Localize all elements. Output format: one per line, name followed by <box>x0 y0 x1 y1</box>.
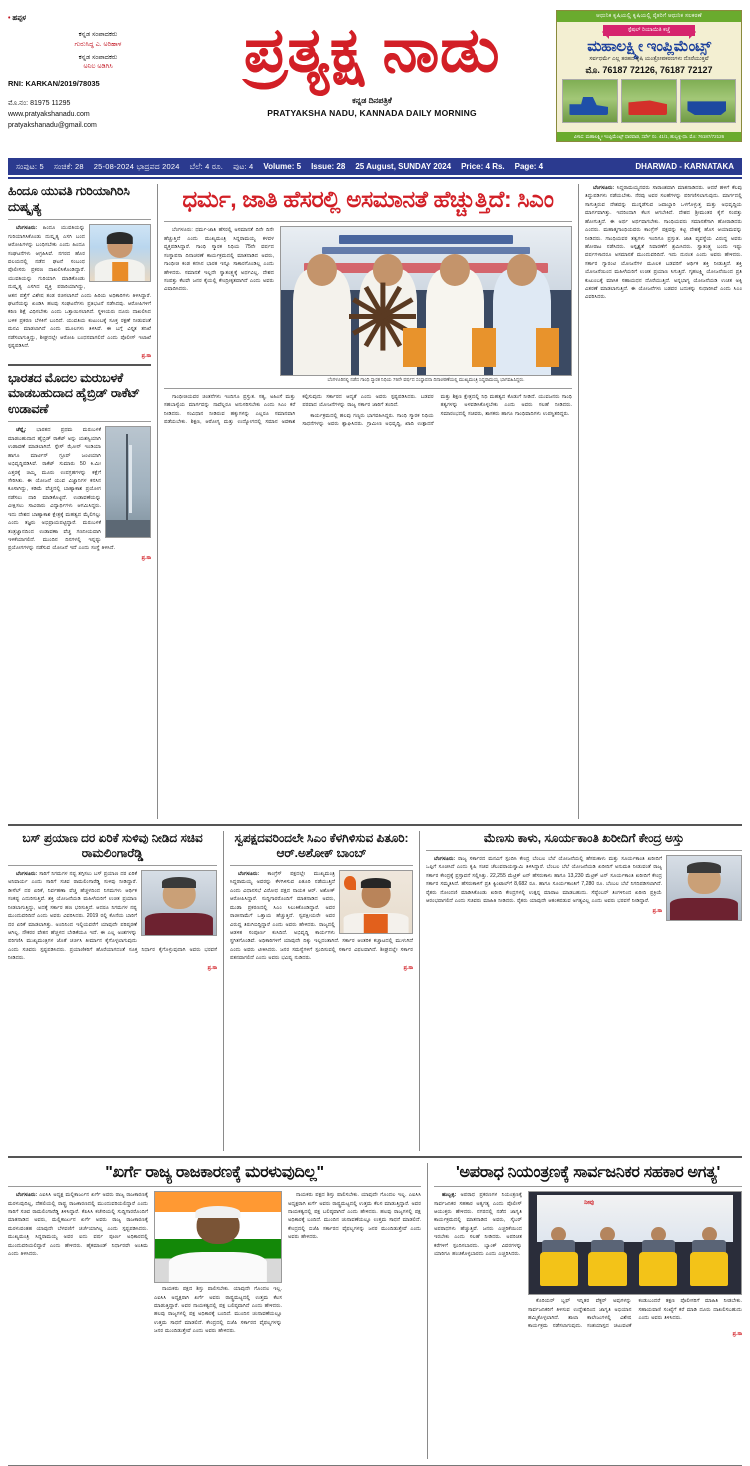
left-column <box>8 184 158 819</box>
main-story-body <box>164 393 572 429</box>
bottom-story-1-text-2: ನಾಯಕರು ಪಕ್ಷದ ಶಿಸ್ತು ಪಾಲಿಸಬೇಕು. ಯಾವುದೇ ಗೊಂದಲ ಇಲ್ಲ. ಎಐಸಿಸಿ ಅಧ್ಯಕ್ಷರಾಗಿ ಖರ್ಗೆ ಅವರು ರಾಷ್ಟ್ರಮಟ್ಟದಲ್ಲಿ ಉತ್ತಮ ಕೆಲಸ ಮಾಡುತ್ತಿದ್ದಾರೆ. ಅವರ ನಾಯಕತ್ವದಲ್ಲಿ ಪಕ್ಷ ಬಲಿಷ್ಠವಾಗಿದೆ ಎಂದು ಹೇಳಿದರು. ಹಲವು ರಾಜ್ಯಗಳಲ್ಲಿ ಪಕ್ಷ ಅಧಿಕಾರಕ್ಕೆ ಬಂದಿದೆ. ಮುಂದಿನ ಚುನಾವಣೆಯಲ್ಲೂ ಉತ್ತಮ ಸಾಧನೆ ಮಾಡಲಿದೆ. ಕೇಂದ್ರದಲ್ಲಿ ಬಿಜೆಪಿ ಸರ್ಕಾರದ ವೈಫಲ್ಯಗಳನ್ನು ಜನರ ಮುಂದಿಡುತ್ತೇವೆ ಎಂದು ಅವರು ಹೇಳಿದರು. <box>154 1286 282 1335</box>
mid-story-2-endmark: ಪ್ರ.ನಾ <box>403 964 413 971</box>
bottom-story-1-col-3 <box>288 1191 421 1338</box>
bottom-story-2[interactable] <box>428 1163 742 1459</box>
main-headline: ಧರ್ಮ, ಜಾತಿ ಹೆಸರಲ್ಲಿ ಅಸಮಾನತೆ ಹೆಚ್ಚುತ್ತಿದೆ: ಸಿಎಂ <box>182 186 554 212</box>
contact-website[interactable]: www.pratyakshanadu.com <box>8 110 90 118</box>
mid-story-1-text: ಸಾರಿಗೆ ನಿಗಮಗಳ ನಷ್ಟ ತಗ್ಗಿಸಲು ಬಸ್ ಪ್ರಯಾಣ ದರ ಏರಿಕೆ ಅನಿವಾರ್ಯ ಎಂದು ಸಾರಿಗೆ ಸಚಿವ ರಾಮಲಿಂಗಾರೆಡ್ಡಿ ಸುಳಿವು ನೀಡಿದ್ದಾರೆ. ಡೀಸೆಲ್ ದರ ಏರಿಕೆ, ನಿರ್ವಹಣಾ ವೆಚ್ಚ ಹೆಚ್ಚಳದಿಂದ ನಿಗಮಗಳು ಆರ್ಥಿಕ ಸಂಕಷ್ಟ ಎದುರಿಸುತ್ತಿವೆ. ಶಕ್ತಿ ಯೋಜನೆಯಡಿ ಮಹಿಳೆಯರಿಗೆ ಉಚಿತ ಪ್ರಯಾಣ ನೀಡಲಾಗುತ್ತಿದ್ದು, ಅದಕ್ಕೆ ಸರ್ಕಾರ ಹಣ ಭರಿಸುತ್ತಿದೆ. ಆದರೂ ನಿಗಮಗಳ ನಷ್ಟ ಮುಂದುವರಿದಿದೆ ಎಂದು ಅವರು ವಿವರಿಸಿದರು. 2019 ರಲ್ಲಿ ಕೊನೆಯ ಬಾರಿಗೆ ದರ ಏರಿಕೆ ಮಾಡಲಾಗಿತ್ತು. ಅಂದಿನಿಂದ ಇಲ್ಲಿಯವರೆಗೆ ಯಾವುದೇ ಪರಿಷ್ಕರಣೆ ಆಗಿಲ್ಲ. ನೌಕರರ ವೇತನ ಹೆಚ್ಚಳದ ಬೇಡಿಕೆಯೂ ಇದೆ. ಈ ಎಲ್ಲ ಅಂಶಗಳನ್ನು ಪರಿಗಣಿಸಿ ಮುಖ್ಯಮಂತ್ರಿಗಳ ಜೊತೆ ಚರ್ಚಿಸಿ ತೀರ್ಮಾನ ಕೈಗೊಳ್ಳಲಾಗುವುದು ಎಂದು ಸಚಿವರು ಸ್ಪಷ್ಟಪಡಿಸಿದರು. ಪ್ರಯಾಣಿಕರಿಗೆ ಹೊರೆಯಾಗದಂತೆ ಸೂಕ್ತ ನಿರ್ಧಾರ ಕೈಗೊಳ್ಳುವುದಾಗಿ ಅವರು ಭರವಸೆ ನೀಡಿದರು. <box>8 871 217 962</box>
main-story-text-1: ಬೆಂಗಳೂರು: ಧರ್ಮ-ಜಾತಿ ಹೆಸರಲ್ಲಿ ಅಸಮಾನತೆ ದಿನೇ ದಿನೇ ಹೆಚ್ಚುತ್ತಿದೆ ಎಂದು ಮುಖ್ಯಮಂತ್ರಿ ಸಿದ್ದರಾಮಯ್ಯ ಕಳವಳ ವ್ಯಕ್ತಪಡಿಸಿದ್ದಾರೆ. ಗಾಂಧಿ ಸ್ಮಾರಕ ನಿಧಿಯ 75ನೇ ವರ್ಷದ ಸಂಸ್ಥಾಪನಾ ದಿನಾಚರಣೆ ಕಾರ್ಯಕ್ರಮದಲ್ಲಿ ಮಾತನಾಡಿದ ಅವರು, ಗಾಂಧೀಜಿ ಕಂಡ ಕನಸಿನ ಭಾರತ ಇನ್ನೂ ಸಾಕಾರಗೊಂಡಿಲ್ಲ ಎಂದು ಹೇಳಿದರು. ಸಮಾನತೆ ಇಲ್ಲದೇ ಸ್ವಾತಂತ್ರ್ಯಕ್ಕೆ ಅರ್ಥವಿಲ್ಲ. ದೇಶದ ಸಂಪತ್ತು ಕೆಲವೇ ಜನರ ಕೈಯಲ್ಲಿ ಕೇಂದ್ರೀಕೃತವಾಗಿದೆ ಎಂದು ಅವರು ವಿಷಾದಿಸಿದರು. <box>164 227 274 293</box>
bottom-story-2-col-1 <box>434 1191 522 1337</box>
contact-email[interactable]: pratyakshanadu@gmail.com <box>8 122 97 130</box>
main-story-caption: ಬೆಂಗಳೂರಿನಲ್ಲಿ ನಡೆದ ಗಾಂಧಿ ಸ್ಮಾರಕ ನಿಧಿಯ 75ನೇ ವರ್ಷದ ಸಂಸ್ಥಾಪನಾ ದಿನಾಚರಣೆಯಲ್ಲಿ ಮುಖ್ಯಮಂತ್ರಿ ಸಿದ್ದರಾಮಯ್ಯ ಭಾಗವಹಿಸಿದ್ದರು. <box>327 377 525 383</box>
bottom-stories-row <box>8 1163 742 1459</box>
left-article-2-photo <box>105 426 151 538</box>
editor-name-1: ಗುರುಸಿದ್ಧ ಎ. ಅರಿಹಾಳ <box>74 40 122 48</box>
masthead-advertisement[interactable] <box>556 10 742 142</box>
ad-top-line: ಆಧುನಿಕ ಕೃಷಿಯಲ್ಲಿ ಕೃಷಿಯಲ್ಲಿ ರೈತರಿಗೆ ಆಧುನಿಕ ಸಲಕರಣೆ <box>557 11 741 22</box>
mid-section-rule <box>8 824 742 826</box>
left-article-1-photo <box>89 224 151 282</box>
bottom-story-1-dateline: ಬೆಂಗಳೂರು: <box>16 1192 38 1199</box>
right-column <box>578 184 742 819</box>
bottom-story-2-headline: 'ಅಪರಾಧ ನಿಯಂತ್ರಣಕ್ಕೆ ಸಾರ್ವಜನಿಕರ ಸಹಕಾರ ಅಗತ್ಯ' <box>455 1164 720 1181</box>
mid-story-3-text: ರಾಜ್ಯ ಸರ್ಕಾರದ ಮನವಿಗೆ ಸ್ಪಂದಿಸಿ ಕೇಂದ್ರ ಬೆಂಬಲ ಬೆಲೆ ಯೋಜನೆಯಲ್ಲಿ ಹೆಸರುಕಾಳು ಮತ್ತು ಸೂರ್ಯಕಾಂತಿ ಖರೀದಿಗೆ ಒಪ್ಪಿಗೆ ಸೂಚಿಸಿದೆ ಎಂದು ಕೃಷಿ ಸಚಿವ ಚೆಲುವರಾಯಸ್ವಾಮಿ ತಿಳಿಸಿದ್ದಾರೆ. ಬೆಂಬಲ ಬೆಲೆ ಯೋಜನೆಯಡಿ ಖರೀದಿಗೆ ಅನುಮತಿ ನೀಡುವಂತೆ ರಾಜ್ಯ ಸರ್ಕಾರ ಕೇಂದ್ರಕ್ಕೆ ಪ್ರಸ್ತಾವನೆ ಸಲ್ಲಿಸಿತ್ತು. 22,255 ಮೆಟ್ರಿಕ್ ಟನ್ ಹೆಸರುಕಾಳು ಹಾಗೂ 13,230 ಮೆಟ್ರಿಕ್ ಟನ್ ಸೂರ್ಯಕಾಂತಿ ಖರೀದಿಗೆ ಕೇಂದ್ರ ಸರ್ಕಾರ ಸಮ್ಮತಿಸಿದೆ. ಹೆಸರುಕಾಳಿಗೆ ಪ್ರತಿ ಕ್ವಿಂಟಾಲ್‌ಗೆ 8,682 ರೂ. ಹಾಗೂ ಸೂರ್ಯಕಾಂತಿಗೆ 7,280 ರೂ. ಬೆಂಬಲ ಬೆಲೆ ನಿಗದಿಪಡಿಸಲಾಗಿದೆ. ರೈತರು ನೋಂದಣಿ ಮಾಡಿಸಿಕೊಂಡು ಖರೀದಿ ಕೇಂದ್ರಗಳಲ್ಲಿ ಉತ್ಪನ್ನ ಮಾರಾಟ ಮಾಡಬಹುದು. ಸೆಪ್ಟೆಂಬರ್ ತಿಂಗಳಿನಿಂದ ಖರೀದಿ ಪ್ರಕ್ರಿಯೆ ಆರಂಭವಾಗಲಿದೆ ಎಂದು ಸಚಿವರು ಮಾಹಿತಿ ನೀಡಿದರು. ರೈತರು ಯಾವುದೇ ಆತಂಕಪಡುವ ಅಗತ್ಯವಿಲ್ಲ ಎಂದು ಅವರು ಭರವಸೆ ನೀಡಿದ್ದಾರೆ. <box>426 856 662 905</box>
rni-number: RNI: KARKAN/2019/78035 <box>8 78 100 88</box>
mid-story-3-endmark: ಪ್ರ.ನಾ <box>652 907 662 914</box>
contact-phone: ಮೊ.ನಂ: 81975 11295 <box>8 99 71 107</box>
ad-rotavator-image <box>621 79 677 123</box>
mid-story-2-dateline: ಬೆಂಗಳೂರು: <box>238 871 260 877</box>
bottom-story-1[interactable] <box>8 1163 428 1459</box>
left-article-1-endmark: ಪ್ರ.ನಾ <box>141 352 151 359</box>
bottom-story-1-col-1 <box>8 1191 148 1338</box>
ad-bottom-line: ವಿಳಾಸ: ಮಹಾಲಕ್ಷ್ಮೀ ಇಂಪ್ಲಿಮೆಂಟ್ಸ್ ಧಾರವಾಡ, ಸರ್ವೇ ನಂ. 41/1, ಹುಬ್ಬಳ್ಳಿ-ಧಾ. ಮೊ: 76187/72126 <box>557 132 741 141</box>
bottom-story-2-col-2 <box>528 1191 742 1337</box>
mid-stories-row <box>8 831 742 1151</box>
mid-story-1-dateline: ಬೆಂಗಳೂರು: <box>16 871 38 877</box>
issue-info-bar <box>8 158 742 175</box>
info-pages: Page: 4 <box>514 162 544 171</box>
bottom-section-rule <box>8 1156 742 1158</box>
info-price: Price: 4 Rs. <box>461 162 505 171</box>
left-article-2-endmark: ಪ್ರ.ನಾ <box>141 554 151 561</box>
main-story-text-3: ಕಾರ್ಯಕ್ರಮದಲ್ಲಿ ಹಲವು ಗಣ್ಯರು ಭಾಗವಹಿಸಿದ್ದರು. ಗಾಂಧಿ ಸ್ಮಾರಕ ನಿಧಿಯ ಸಾಧನೆಗಳನ್ನು ಅವರು ಶ್ಲಾಘಿಸಿದರು. ಗ್ರಾಮೀಣ ಅಭಿವೃದ್ಧಿ, ಖಾದಿ ಉತ್ಪಾದನೆ ಮತ್ತು ಶಿಕ್ಷಣ ಕ್ಷೇತ್ರದಲ್ಲಿ ನಿಧಿ ಮಹತ್ವದ ಕೊಡುಗೆ ನೀಡಿದೆ. ಯುವಜನರು ಗಾಂಧಿ ತತ್ವಗಳನ್ನು ಅಳವಡಿಸಿಕೊಳ್ಳಬೇಕು ಎಂದು ಅವರು ಸಲಹೆ ನೀಡಿದರು. ಸಮಾರಂಭದಲ್ಲಿ ಸಚಿವರು, ಶಾಸಕರು ಹಾಗೂ ಗಾಂಧಿವಾದಿಗಳು ಉಪಸ್ಥಿತರಿದ್ದರು. <box>302 393 572 428</box>
newspaper-title: ಪ್ರತ್ಯಕ್ಷ ನಾಡು <box>243 16 501 85</box>
masthead-title-block <box>188 6 556 118</box>
editor-credit-2 <box>8 53 188 72</box>
bottom-story-1-text-1: ಎಐಸಿಸಿ ಅಧ್ಯಕ್ಷ ಮಲ್ಲಿಕಾರ್ಜುನ ಖರ್ಗೆ ಅವರು ರಾಜ್ಯ ರಾಜಕಾರಣಕ್ಕೆ ಮರಳುವುದಿಲ್ಲ, ದೆಹಲಿಯಲ್ಲಿ ರಾಷ್ಟ್ರ ರಾಜಕಾರಣದಲ್ಲಿ ಮುಂದುವರಿಯಲಿದ್ದಾರೆ ಎಂದು ಸಾರಿಗೆ ಸಚಿವ ರಾಮಲಿಂಗಾರೆಡ್ಡಿ ತಿಳಿಸಿದ್ದಾರೆ. ಕೆಪಿಸಿಸಿ ಕಚೇರಿಯಲ್ಲಿ ಸುದ್ದಿಗಾರರೊಂದಿಗೆ ಮಾತನಾಡಿದ ಅವರು, ಮಲ್ಲಿಕಾರ್ಜುನ ಖರ್ಗೆ ಅವರು ರಾಜ್ಯ ರಾಜಕಾರಣಕ್ಕೆ ಮರಳುವಂತಹ ಯಾವುದೇ ಬೆಳವಣಿಗೆ ಚರ್ಚೆಯಾಗಿಲ್ಲ ಎಂದು ಸ್ಪಷ್ಟಪಡಿಸಿದರು. ಮುಖ್ಯಮಂತ್ರಿ ಸಿದ್ದರಾಮಯ್ಯ ಅವರ ಐದು ವರ್ಷ ಪೂರ್ಣ ಅಧಿಕಾರದಲ್ಲಿ ಮುಂದುವರಿಯಲಿದ್ದಾರೆ ಎಂದು ಹೇಳಿದರು. ಹೈಕಮಾಂಡ್ ನಿರ್ಧಾರವೇ ಅಂತಿಮ ಎಂದು ತಿಳಿಸಿದರು. <box>8 1192 149 1258</box>
bottom-story-1-photo <box>154 1191 282 1283</box>
bottom-story-2-dateline: ಹುಬ್ಬಳ್ಳಿ: <box>442 1192 457 1199</box>
info-issue: Issue: 28 <box>311 162 346 171</box>
masthead-left-info <box>8 6 188 131</box>
info-place: DHARWAD - KARNATAKA <box>635 162 734 171</box>
right-column-dateline: ಬೆಂಗಳೂರು: <box>593 185 615 191</box>
left-article-2-dateline: ಚೆನ್ನೈ: <box>16 427 27 434</box>
mid-story-2[interactable] <box>224 831 420 1151</box>
bottom-story-2-text-1: ಅಪರಾಧ ಪ್ರಕರಣಗಳ ನಿಯಂತ್ರಣಕ್ಕೆ ಸಾರ್ವಜನಿಕರ ಸಹಕಾರ ಅತ್ಯಗತ್ಯ ಎಂದು ಪೊಲೀಸ್ ಆಯುಕ್ತರು ಹೇಳಿದರು. ನಗರದಲ್ಲಿ ನಡೆದ ಜಾಗೃತಿ ಕಾರ್ಯಕ್ರಮದಲ್ಲಿ ಮಾತನಾಡಿದ ಅವರು, ಸೈಬರ್ ಅಪರಾಧಗಳು ಹೆಚ್ಚುತ್ತಿವೆ. ಜನರು ಎಚ್ಚರಿಕೆಯಿಂದ ಇರಬೇಕು ಎಂದು ಸಲಹೆ ನೀಡಿದರು. ಅಪರಿಚಿತ ಕರೆಗಳಿಗೆ ಸ್ಪಂದಿಸಬಾರದು. ಬ್ಯಾಂಕ್ ವಿವರಗಳನ್ನು ಯಾರಿಗೂ ಹಂಚಿಕೊಳ್ಳಬಾರದು ಎಂದು ಎಚ್ಚರಿಸಿದರು. <box>434 1192 522 1258</box>
masthead-contact <box>8 98 188 132</box>
info-kn-pages: ಪುಟ: 4 <box>233 161 254 171</box>
bottom-story-1-headline: "ಖರ್ಗೆ ರಾಜ್ಯ ರಾಜಕಾರಣಕ್ಕೆ ಮರಳುವುದಿಲ್ಲ" <box>105 1164 324 1181</box>
info-date: 25 August, SUNDAY 2024 <box>355 162 452 171</box>
main-story-photo <box>280 226 572 376</box>
right-column-body <box>585 184 742 302</box>
editor-name-2: ಅನಿಲ ಅಡಿಗಿಸಿ <box>83 63 113 71</box>
main-story-top <box>164 226 572 383</box>
masthead <box>8 6 742 156</box>
ad-phone: ಮೊ. 76187 72126, 76187 72127 <box>585 65 713 75</box>
main-content-grid <box>8 184 742 819</box>
mid-story-3-photo <box>666 855 742 921</box>
lotus-icon <box>344 876 356 890</box>
info-kn-date: 25-08-2024 ಭಾದ್ರಪದ 2024 <box>93 161 180 171</box>
bottom-story-2-layout <box>434 1191 742 1337</box>
left-article-1-headline: ಹಿಂದೂ ಯುವತಿ ಗುರಿಯಾಗಿರಿಸಿ ದುಷ್ಕೃತ್ಯ <box>8 184 130 214</box>
ad-plough-image <box>562 79 618 123</box>
banner-text: ನೀವು <box>584 1200 595 1207</box>
left-article-2-headline: ಭಾರತದ ಮೊದಲ ಮರುಬಳಕೆ ಮಾಡಬಹುದಾದ ಹೈಬ್ರಿಡ್ ರಾಕೆಟ್ ಉಡಾವಣೆ <box>8 370 140 416</box>
header-rule <box>8 177 742 179</box>
masthead-bullet-label: ಹಪ್ಪಳ <box>12 15 27 22</box>
ad-company-name: ಮಹಾಲಕ್ಷ್ಮೀ ಇಂಪ್ಲಿಮೆಂಟ್ಸ್ <box>587 38 711 55</box>
bottom-story-2-text-2: ಕೊರಿಯರ್ ಬ್ಲಫ್ ಇನ್ನಿತರ ವೆಕ್ಟರ್ ಅವುಗಳನ್ನು ಸಾರ್ವಜನಿಕರಿಗೆ ತಿಳಿಸುವ ಉದ್ದೇಶದಿಂದ ಜಾಗೃತಿ ಅಭಿಯಾನ ಹಮ್ಮಿಕೊಳ್ಳಲಾಗಿದೆ. ಶಾಲಾ ಕಾಲೇಜುಗಳಲ್ಲಿ ವಿಶೇಷ ಕಾರ್ಯಕ್ರಮ ನಡೆಸಲಾಗುವುದು. ಸಂಶಯಾಸ್ಪದ ಚಟುವಟಿಕೆ ಕಂಡುಬಂದರೆ ತಕ್ಷಣ ಪೊಲೀಸರಿಗೆ ಮಾಹಿತಿ ನೀಡಬೇಕು. ಸಹಾಯವಾಣಿ ಸಂಖ್ಯೆಗೆ ಕರೆ ಮಾಡಿ ದೂರು ದಾಖಲಿಸಬಹುದು ಎಂದು ಅವರು ತಿಳಿಸಿದರು. <box>528 1298 742 1330</box>
bottom-story-2-endmark: ಪ್ರ.ನಾ <box>732 1330 742 1337</box>
bottom-story-1-layout <box>8 1191 421 1338</box>
info-kn-price: ಬೆಲೆ: 4 ರೂ. <box>189 161 224 171</box>
editor-role-1: ಕನ್ನಡ ಸಂಪಾದಕರು <box>78 31 118 39</box>
mid-story-2-photo <box>339 870 413 934</box>
ad-tagline: ಸರ್ವಧರ್ಮೆ ಎಲ್ಲ ತರಹದ ಕೃಷಿ ಯಂತ್ರೋಪಕರಣಗಳು ದೊರೆಯುತ್ತವೆ <box>589 56 709 62</box>
left-article-1-text: ಹಿಂದೂ ಯುವತಿಯನ್ನು ಗುರಿಯಾಗಿಸಿಕೊಂಡು ದುಷ್ಕೃತ್ಯ ಎಸಗಿ ಬಂದ ಆರೋಪಿಗಳನ್ನು ಬಂಧಿಸಬೇಕು ಎಂದು ಹಿಂದೂ ಸಂಘಟನೆಗಳು ಆಗ್ರಹಿಸಿವೆ. ನಗರದ ಹೊರ ವಲಯದಲ್ಲಿ ನಡೆದ ಘಟನೆ ಸಂಬಂಧ ಪೊಲೀಸರು ಪ್ರಕರಣ ದಾಖಲಿಸಿಕೊಂಡಿದ್ದಾರೆ. ಯುವತಿಯನ್ನು ಗುರಿಯಾಗಿ ಮಾಡಿಕೊಂಡು ದುಷ್ಕೃತ್ಯ ಎಸಗಿದ ವ್ಯಕ್ತಿ ಪರಾರಿಯಾಗಿದ್ದು, ಆತನ ಪತ್ತೆಗೆ ವಿಶೇಷ ತಂಡ ರಚಿಸಲಾಗಿದೆ ಎಂದು ಹಿರಿಯ ಅಧಿಕಾರಿಗಳು ತಿಳಿಸಿದ್ದಾರೆ. ಘಟನೆಯನ್ನು ಖಂಡಿಸಿ ಹಲವು ಸಂಘಟನೆಗಳು ಪ್ರತಿಭಟನೆ ನಡೆಸಿದವು. ಆರೋಪಿಗಳಿಗೆ ಕಠಿಣ ಶಿಕ್ಷೆ ವಿಧಿಸಬೇಕು ಎಂದು ಒತ್ತಾಯಿಸಲಾಗಿದೆ. ಸ್ಥಳೀಯರು ದೂರು ದಾಖಲಿಸಿದ ಬಳಿಕ ಪ್ರಕರಣ ಬೆಳಕಿಗೆ ಬಂದಿದೆ. ಯುವತಿಯ ಕುಟುಂಬಕ್ಕೆ ಸೂಕ್ತ ರಕ್ಷಣೆ ನೀಡುವಂತೆ ಮನವಿ ಮಾಡಲಾಗಿದೆ ಎಂದು ಮೂಲಗಳು ತಿಳಿಸಿವೆ. ಈ ಬಗ್ಗೆ ವಿಸ್ತೃತ ತನಿಖೆ ನಡೆಸಲಾಗುತ್ತಿದ್ದು, ಶೀಘ್ರದಲ್ಲೇ ಆರೋಪಿ ಬಂಧನವಾಗಲಿದೆ ಎಂದು ಪೊಲೀಸ್ ಇಲಾಖೆ ಸ್ಪಷ್ಟಪಡಿಸಿದೆ. <box>8 225 151 350</box>
left-article-1[interactable] <box>8 184 151 359</box>
info-kn-issue: ಸಂಚಿಕೆ: 28 <box>53 161 84 171</box>
right-column-text: ಸಿದ್ದರಾಮಯ್ಯನವರು ಸಾರಾಂಶವಾಗಿ ಮಾತನಾಡಿದರು. ಆದರೆ ಹಳಿಗೆ ಕೆಲವು ತಿದ್ದುಪಡಿಗಳು ನಡೆಯಬೇಕು. ನೆರವು ಅವರ ಸಲಹೆಗಳನ್ನು ಪರಿಗಣಿಸಲಾಗುವುದು. ಮಾರ್ಗದಲ್ಲಿ ಸಾಗುತ್ತಿರುವ ದೇಶವನ್ನು ಮುನ್ನಡೆಸುವ ಜವಾಬ್ದಾರಿ ಒಳಗೊಳ್ಳುತ್ತ ಮತ್ತು ಅಭಿವೃದ್ಧಿಯ ಮಾರ್ಗವಾಗಿತ್ತು. ಇದರಿಂದಾಗಿ ಕೆಲಸ ಆಗಬೇಕಿದೆ. ದೇಶದ ಶ್ರೀಮಂತರ ಕೈಗೆ ಸಂಪತ್ತು ಹೋಗುತ್ತಿದೆ. ಈ ಅರ್ಥ ಅರ್ಥವಾಗಬೇಕು. ಗಾಂಧಿಯವರು ಸಮಾನತೆಗಾಗಿ ಹೋರಾಡಿದರು ಎಂದರು. ಮಹಾತ್ಮಗಾಂಧಿಯವರು ಕಾಂಗ್ರೆಸ್ ಪಕ್ಷವನ್ನು ಕಟ್ಟಿ ದೇಶಕ್ಕೆ ಹೊಸ ಆಯಾಮವನ್ನು ನೀಡಿದರು. ಗಾಂಧಿಯವರ ತತ್ವಗಳು ಇಂದಿಗೂ ಪ್ರಸ್ತುತ. ಜಾತಿ ವ್ಯವಸ್ಥೆಯ ವಿರುದ್ಧ ಅವರು ಹೋರಾಟ ನಡೆಸಿದರು. ಅಸ್ಪೃಶ್ಯತೆ ನಿವಾರಣೆಗೆ ಶ್ರಮಿಸಿದರು. ಸ್ವಾತಂತ್ರ್ಯ ಬಂದು ಇಷ್ಟು ವರ್ಷಗಳಾದರೂ ಅಸಮಾನತೆ ಮುಂದುವರಿದಿದೆ. ಇದು ದುರಂತ ಎಂದು ಅವರು ಹೇಳಿದರು. ಸರ್ಕಾರ ಗ್ಯಾರಂಟಿ ಯೋಜನೆಗಳ ಮೂಲಕ ಬಡವರಿಗೆ ಆರ್ಥಿಕ ಶಕ್ತಿ ನೀಡುತ್ತಿದೆ. ಶಕ್ತಿ ಯೋಜನೆಯಿಂದ ಮಹಿಳೆಯರಿಗೆ ಉಚಿತ ಪ್ರಯಾಣ ಸಿಗುತ್ತಿದೆ. ಗೃಹಲಕ್ಷ್ಮಿ ಯೋಜನೆಯಿಂದ ಪ್ರತಿ ಕುಟುಂಬಕ್ಕೆ ಮಾಸಿಕ ಸಹಾಯಧನ ದೊರೆಯುತ್ತಿದೆ. ಅನ್ನಭಾಗ್ಯ ಯೋಜನೆಯಡಿ ಉಚಿತ ಅಕ್ಕಿ ವಿತರಣೆ ಮಾಡಲಾಗುತ್ತಿದೆ. ಈ ಯೋಜನೆಗಳು ಬಡವರ ಬದುಕನ್ನು ಸುಧಾರಿಸಿವೆ ಎಂದು ಸಿಎಂ ವಿವರಿಸಿದರು. <box>585 185 742 301</box>
mid-story-1-endmark: ಪ್ರ.ನಾ <box>207 964 217 971</box>
info-kn-volume: ಸಂಪುಟ: 5 <box>16 161 44 171</box>
bottom-story-1-col-2 <box>154 1191 282 1338</box>
editor-credit-1 <box>8 30 188 49</box>
mid-story-1-headline: ಬಸ್ ಪ್ರಯಾಣ ದರ ಏರಿಕೆ ಸುಳಿವು ನೀಡಿದ ಸಚಿವ ರಾಮಲಿಂಗಾರೆಡ್ಡಿ <box>22 831 203 860</box>
ad-product-images <box>557 79 741 123</box>
mid-story-3-dateline: ಬೆಂಗಳೂರು: <box>434 856 456 862</box>
main-photo-wrap <box>280 226 572 383</box>
bottom-story-1-text-3: ನಾಯಕರು ಪಕ್ಷದ ಶಿಸ್ತು ಪಾಲಿಸಬೇಕು. ಯಾವುದೇ ಗೊಂದಲ ಇಲ್ಲ. ಎಐಸಿಸಿ ಅಧ್ಯಕ್ಷರಾಗಿ ಖರ್ಗೆ ಅವರು ರಾಷ್ಟ್ರಮಟ್ಟದಲ್ಲಿ ಉತ್ತಮ ಕೆಲಸ ಮಾಡುತ್ತಿದ್ದಾರೆ. ಅವರ ನಾಯಕತ್ವದಲ್ಲಿ ಪಕ್ಷ ಬಲಿಷ್ಠವಾಗಿದೆ ಎಂದು ಹೇಳಿದರು. ಹಲವು ರಾಜ್ಯಗಳಲ್ಲಿ ಪಕ್ಷ ಅಧಿಕಾರಕ್ಕೆ ಬಂದಿದೆ. ಮುಂದಿನ ಚುನಾವಣೆಯಲ್ಲೂ ಉತ್ತಮ ಸಾಧನೆ ಮಾಡಲಿದೆ. ಕೇಂದ್ರದಲ್ಲಿ ಬಿಜೆಪಿ ಸರ್ಕಾರದ ವೈಫಲ್ಯಗಳನ್ನು ಜನರ ಮುಂದಿಡುತ್ತೇವೆ ಎಂದು ಅವರು ಹೇಳಿದರು. <box>288 1192 421 1241</box>
newspaper-subtitle-en: PRATYAKSHA NADU, KANNADA DAILY MORNING <box>267 108 477 118</box>
mid-story-2-text: ಕಾಂಗ್ರೆಸ್ ಪಕ್ಷದಲ್ಲೇ ಮುಖ್ಯಮಂತ್ರಿ ಸಿದ್ದರಾಮಯ್ಯ ಅವರನ್ನು ಕೆಳಗಿಳಿಸುವ ಪಿತೂರಿ ನಡೆಯುತ್ತಿದೆ ಎಂದು ವಿಧಾನಸಭೆ ವಿರೋಧ ಪಕ್ಷದ ನಾಯಕ ಆರ್. ಅಶೋಕ್ ಆರೋಪಿಸಿದ್ದಾರೆ. ಸುದ್ದಿಗಾರರೊಂದಿಗೆ ಮಾತನಾಡಿದ ಅವರು, ಮುಡಾ ಪ್ರಕರಣದಲ್ಲಿ ಸಿಎಂ ಸಿಲುಕಿಕೊಂಡಿದ್ದಾರೆ. ಅವರ ರಾಜೀನಾಮೆಗೆ ಒತ್ತಾಯ ಹೆಚ್ಚುತ್ತಿದೆ. ಸ್ವಪಕ್ಷೀಯರೇ ಅವರ ವಿರುದ್ಧ ತಿರುಗಿಬಿದ್ದಿದ್ದಾರೆ ಎಂದು ಅವರು ಹೇಳಿದರು. ರಾಜ್ಯದಲ್ಲಿ ಆಡಳಿತ ಸಂಪೂರ್ಣ ಕುಸಿದಿದೆ. ಅಭಿವೃದ್ಧಿ ಕಾರ್ಯಗಳು ಸ್ಥಗಿತಗೊಂಡಿವೆ. ಅಧಿಕಾರಿಗಳಿಗೆ ಯಾವುದೇ ದಿಕ್ಕು ಇಲ್ಲದಂತಾಗಿದೆ. ಸರ್ಕಾರ ಆಂತರಿಕ ಕಚ್ಚಾಟದಲ್ಲಿ ಮುಳುಗಿದೆ ಎಂದು ಅವರು ಟೀಕಿಸಿದರು. ಜನರ ಸಮಸ್ಯೆಗಳಿಗೆ ಸ್ಪಂದಿಸುವಲ್ಲಿ ಸರ್ಕಾರ ವಿಫಲವಾಗಿದೆ. ಶೀಘ್ರದಲ್ಲೇ ಸರ್ಕಾರ ಪತನವಾಗಲಿದೆ ಎಂದು ಅವರು ಭವಿಷ್ಯ ನುಡಿದರು. <box>230 871 413 962</box>
newspaper-subtitle-kn: ಕನ್ನಡ ದಿನಪತ್ರಿಕೆ <box>352 96 392 105</box>
main-story-text-2: ಗಾಂಧೀಜಿಯವರ ಚಿಂತನೆಗಳು ಇಂದಿಗೂ ಪ್ರಸ್ತುತ. ಸತ್ಯ, ಅಹಿಂಸೆ ಮತ್ತು ಸಹಬಾಳ್ವೆಯ ಮಾರ್ಗವನ್ನು ನಾವೆಲ್ಲರೂ ಅನುಸರಿಸಬೇಕು ಎಂದು ಸಿಎಂ ಕರೆ ನೀಡಿದರು. ಸಂವಿಧಾನ ನೀಡಿರುವ ಹಕ್ಕುಗಳನ್ನು ಎಲ್ಲರೂ ಸಮಾನವಾಗಿ ಪಡೆಯಬೇಕು. ಶಿಕ್ಷಣ, ಆರೋಗ್ಯ ಮತ್ತು ಉದ್ಯೋಗದಲ್ಲಿ ಸಮಾನ ಅವಕಾಶ ಕಲ್ಪಿಸುವುದು ಸರ್ಕಾರದ ಆದ್ಯತೆ ಎಂದು ಅವರು ಸ್ಪಷ್ಟಪಡಿಸಿದರು. ಬಡವರ ಪರವಾದ ಯೋಜನೆಗಳನ್ನು ರಾಜ್ಯ ಸರ್ಕಾರ ಜಾರಿಗೆ ತಂದಿದೆ. <box>164 393 434 426</box>
mid-story-3[interactable] <box>420 831 742 1151</box>
main-column <box>158 184 578 819</box>
masthead-bullet: • ಹಪ್ಪಳ <box>8 15 27 22</box>
mid-story-2-headline: ಸ್ವಪಕ್ಷದವರಿಂದಲೇ ಸಿಎಂ ಕೆಳಗಿಳಿಸುವ ಪಿತೂರಿ: ಆರ್.ಅಶೋಕ್ ಬಾಂಬ್ <box>234 831 409 860</box>
mid-story-3-headline: ಮೆಣಸು ಕಾಳು, ಸೂರ್ಯಕಾಂತಿ ಖರೀದಿಗೆ ಕೇಂದ್ರ ಅಸ್ತು <box>483 831 685 845</box>
mid-story-1-photo <box>141 870 217 936</box>
left-article-2-text: ಭಾರತದ ಪ್ರಥಮ ಮರುಬಳಕೆ ಮಾಡಬಹುದಾದ ಹೈಬ್ರಿಡ್ ರಾಕೆಟ್ ಅನ್ನು ಯಶಸ್ವಿಯಾಗಿ ಉಡಾವಣೆ ಮಾಡಲಾಗಿದೆ. ಸ್ಪೇಸ್ ಝೋನ್ ಇಂಡಿಯಾ ಹಾಗೂ ಮಾರ್ಟಿನ್ ಗ್ರೂಪ್ ಜಂಟಿಯಾಗಿ ಅಭಿವೃದ್ಧಿಪಡಿಸಿವೆ. ರಾಕೆಟ್ ಸುಮಾರು 50 ಕಿ.ಮೀ ಎತ್ತರಕ್ಕೆ ಚಿಮ್ಮಿ ಮೂರು ಉಪಗ್ರಹಗಳನ್ನು ಕಕ್ಷೆಗೆ ಸೇರಿಸಿತು. ಈ ಯೋಜನೆ ಯುವ ವಿಜ್ಞಾನಿಗಳ ಕನಸಿನ ಕೂಸಾಗಿದ್ದು, ಕಡಿಮೆ ವೆಚ್ಚದಲ್ಲಿ ಬಾಹ್ಯಾಕಾಶ ಪ್ರಯೋಗ ನಡೆಸಲು ದಾರಿ ಮಾಡಿಕೊಟ್ಟಿದೆ. ಉಡಾವಣೆಯನ್ನು ವೀಕ್ಷಿಸಲು ಸಾವಿರಾರು ವಿದ್ಯಾರ್ಥಿಗಳು ಆಗಮಿಸಿದ್ದರು. ಇದು ದೇಶದ ಬಾಹ್ಯಾಕಾಶ ಕ್ಷೇತ್ರಕ್ಕೆ ಮಹತ್ವದ ಮೈಲಿಗಲ್ಲು ಎಂದು ತಜ್ಞರು ಅಭಿಪ್ರಾಯಪಟ್ಟಿದ್ದಾರೆ. ಮರುಬಳಕೆ ತಂತ್ರಜ್ಞಾನದಿಂದ ಉಡಾವಣಾ ವೆಚ್ಚ ಗಣನೀಯವಾಗಿ ಇಳಿಕೆಯಾಗಲಿದೆ. ಮುಂದಿನ ದಿನಗಳಲ್ಲಿ ಇನ್ನಷ್ಟು ಪ್ರಯೋಗಗಳನ್ನು ನಡೆಸುವ ಯೋಜನೆ ಇದೆ ಎಂದು ಸಂಸ್ಥೆ ತಿಳಿಸಿದೆ. <box>8 427 115 552</box>
left-article-1-dateline: ಬೆಂಗಳೂರು: <box>16 225 38 232</box>
main-story-col-1 <box>164 226 274 383</box>
ad-ribbon: ಸ್ಪೆಷಲ್ ರಿಯಾಯಿತಿ ಕಚ್ಚೆ <box>603 25 695 36</box>
mid-story-1[interactable] <box>8 831 224 1151</box>
left-article-2[interactable] <box>8 371 151 561</box>
ad-trailer-image <box>680 79 736 123</box>
editor-role-2: ಕನ್ನಡ ಸಂಪಾದಕರು <box>78 53 118 61</box>
bottom-story-2-photo <box>528 1191 742 1295</box>
info-volume: Volume: 5 <box>263 162 302 171</box>
